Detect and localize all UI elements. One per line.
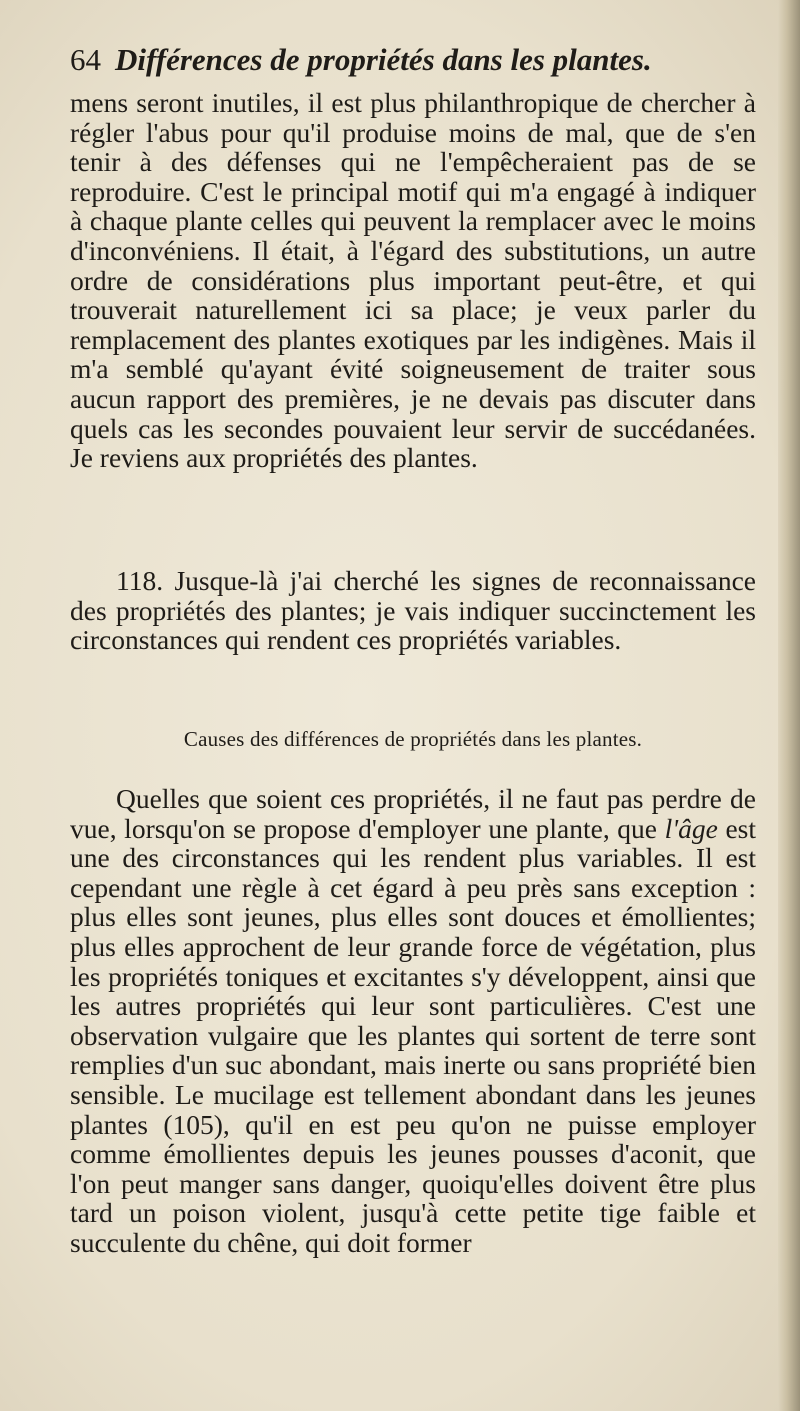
page-edge-shadow	[778, 0, 800, 1411]
page-number: 64	[70, 42, 101, 77]
paragraph-continuation: mens seront inutiles, il est plus philanthropique de chercher à régler l'abus pour qu'il produise moins de mal, que de s'en tenir à des défenses qui ne l'empêcheraient pas de se reproduire. C'est le principal motif qui m'a engagé à indiquer à chaque plante celles qui peuvent la remplacer avec le moins d'inconvéniens. Il était, à l'égard des substitutions, un autre ordre de considérations plus important peut-être, et qui trouverait naturellement ici sa place; je veux parler du remplacement des plantes exotiques par les indigènes. Mais il m'a semblé qu'ayant évité soigneusement de traiter sous aucun rapport des premières, je ne devais pas discuter dans quels cas les secondes pouvaient leur servir de succédanées. Je reviens aux propriétés des plantes.	[70, 87, 756, 474]
paragraph-causes-rest: est une des circonstances qui les rendent plus variables. Il est cependant une règle à cet égard à peu près sans exception : plus elles sont jeunes, plus elles sont douces et émollientes; plus elles approchent de leur grande force de végétation, plus les propriétés toniques et excitantes s'y développent, ainsi que les autres propriétés qui leur sont particulières. C'est une observation vulgaire que les plantes qui sortent de terre sont remplies d'un suc abondant, mais inerte ou sans propriété bien sensible. Le mucilage est tellement abondant dans les jeunes plantes (105), qu'il en est peu qu'on ne puisse employer comme émollientes depuis les jeunes pousses d'aconit, que l'on peut manger sans danger, quoiqu'elles doivent être plus tard un poison violent, jusqu'à cette petite tige faible et succulente du chêne, qui doit former	[70, 812, 756, 1258]
paragraph-causes	[70, 784, 756, 1258]
paragraph-118: 118. Jusque-là j'ai cherché les signes de reconnaissance des propriétés des plantes; je vais indiquer succinctement les circonstances qui rendent ces propriétés variables.	[70, 565, 756, 656]
section-heading: Causes des différences de propriétés dans les plantes.	[183, 727, 643, 751]
paragraph-causes-start: Quelles que soient ces propriétés, il ne faut pas perdre de vue, lorsqu'on se propose d'employer une plante, que	[70, 783, 756, 844]
running-title: Différences de propriétés dans les plantes.	[115, 42, 652, 77]
emphasis-age: l'âge	[664, 812, 718, 844]
running-header	[70, 42, 750, 92]
